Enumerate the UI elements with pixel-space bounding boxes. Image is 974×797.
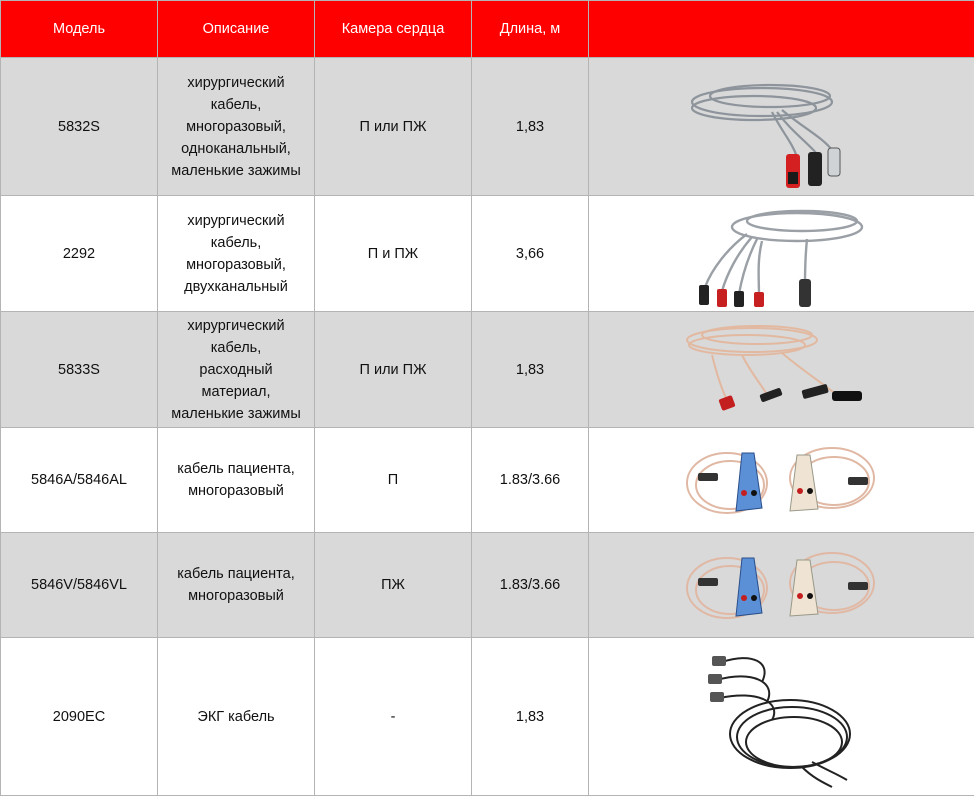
description-cell: хирургический кабель, многоразовый, двухканальный [158, 196, 315, 312]
ecg-cable-sketch [702, 642, 862, 792]
product-image-cell [589, 533, 974, 638]
length-cell: 1.83/3.66 [472, 428, 589, 533]
table-row [1, 428, 974, 533]
description-cell: кабель пациента, многоразовый [158, 533, 315, 638]
table-row [1, 638, 974, 796]
length-cell: 1,83 [472, 58, 589, 196]
table-row [1, 312, 974, 428]
chamber-cell: - [315, 638, 472, 796]
length-cell: 1,83 [472, 638, 589, 796]
chamber-cell: П или ПЖ [315, 58, 472, 196]
header-image [589, 1, 974, 58]
model-cell: 5832S [1, 58, 158, 196]
product-image-cell [589, 196, 974, 312]
product-image-cell [589, 428, 974, 533]
table-row [1, 196, 974, 312]
product-image-cell [589, 312, 974, 428]
chamber-cell: ПЖ [315, 533, 472, 638]
description-cell: ЭКГ кабель [158, 638, 315, 796]
patient-cable-blue-white-photo [682, 433, 882, 528]
header-model: Модель [1, 1, 158, 58]
chamber-cell: П или ПЖ [315, 312, 472, 428]
description-cell: кабель пациента, многоразовый [158, 428, 315, 533]
description-cell: хирургический кабель, расходный материал, маленькие зажимы [158, 312, 315, 428]
patient-cable-blue-white-photo [682, 538, 882, 633]
model-cell: 5846A/5846AL [1, 428, 158, 533]
chamber-cell: П и ПЖ [315, 196, 472, 312]
model-cell: 5846V/5846VL [1, 533, 158, 638]
model-cell: 2090EC [1, 638, 158, 796]
product-image-cell [589, 58, 974, 196]
length-cell: 1.83/3.66 [472, 533, 589, 638]
description-cell: хирургический кабель, многоразовый, одноканальный, маленькие зажимы [158, 58, 315, 196]
model-cell: 2292 [1, 196, 158, 312]
product-image-cell [589, 638, 974, 796]
header-row [1, 1, 974, 58]
header-chamber: Камера сердца [315, 1, 472, 58]
table-row [1, 58, 974, 196]
length-cell: 1,83 [472, 312, 589, 428]
gray-surgical-cable-photo [682, 62, 882, 192]
chamber-cell: П [315, 428, 472, 533]
table-row [1, 533, 974, 638]
gray-two-channel-cable-photo [687, 199, 877, 309]
header-length: Длина, м [472, 1, 589, 58]
beige-disposable-cable-photo [682, 315, 882, 425]
header-description: Описание [158, 1, 315, 58]
length-cell: 3,66 [472, 196, 589, 312]
model-cell: 5833S [1, 312, 158, 428]
